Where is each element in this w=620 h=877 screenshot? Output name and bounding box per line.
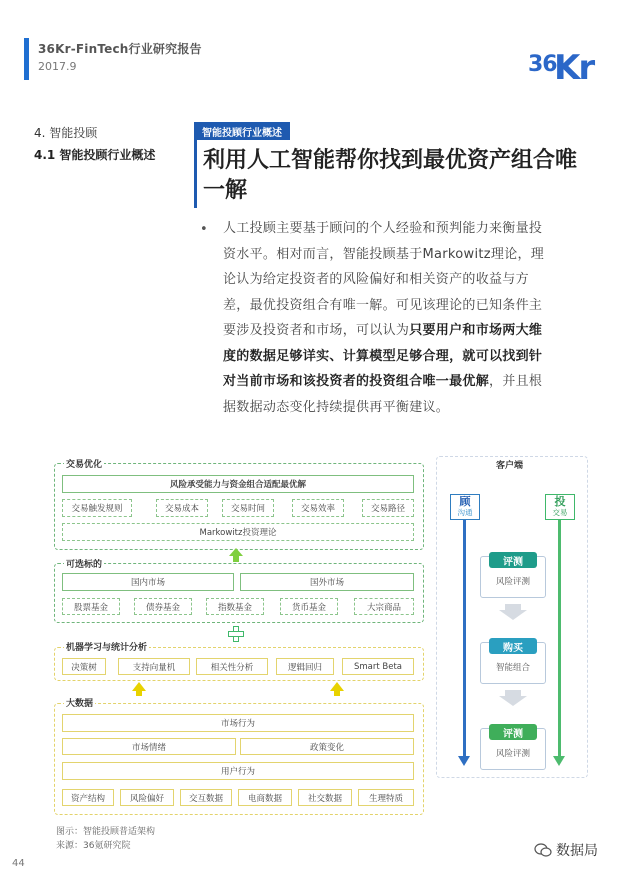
page-number: 44 (12, 858, 25, 869)
user-data-item: 资产结构 (62, 789, 114, 806)
asset-item: 大宗商品 (354, 598, 414, 615)
trade-optimization-label: 交易优化 (64, 457, 104, 470)
market-cell: 国外市场 (240, 573, 414, 591)
user-data-item: 电商数据 (238, 789, 292, 806)
customer-side-label: 客户端 (496, 461, 524, 471)
stage-sub: 风险评测 (495, 577, 530, 587)
report-title: 36Kr-FinTech行业研究报告 (38, 42, 202, 56)
stage-card (480, 556, 546, 598)
ml-analysis-label: 机器学习与统计分析 (64, 640, 149, 653)
brand-logo (528, 48, 598, 94)
asset-item: 股票基金 (62, 598, 120, 615)
logo-letters: Kr (554, 48, 594, 88)
ml-item: 相关性分析 (196, 658, 268, 675)
asset-item: 货币基金 (280, 598, 338, 615)
advice-flow-line (463, 520, 466, 756)
advice-sub: 沟通 (457, 508, 473, 517)
up-arrow-icon (132, 682, 146, 691)
asset-item: 指数基金 (206, 598, 264, 615)
user-data-item: 生理特质 (358, 789, 414, 806)
invest-flow-line (558, 520, 561, 756)
body-paragraph (223, 216, 549, 420)
ml-item: 逻辑回归 (276, 658, 334, 675)
up-arrow-stem (334, 691, 340, 696)
big-data-label: 大数据 (64, 696, 95, 709)
stage-pill: 评测 (489, 552, 537, 568)
section-title: 4. 智能投顾 (34, 126, 98, 140)
figure-caption: 图示：智能投顾普适架构 (56, 827, 156, 837)
report-date: 2017.9 (38, 60, 77, 73)
trade-top-row: 风险承受能力与资金组合适配最优解 (62, 475, 414, 493)
down-arrow-icon (499, 696, 527, 706)
market-cell: 国内市场 (62, 573, 234, 591)
stage-pill: 购买 (489, 638, 537, 654)
trade-item: 交易时间 (222, 499, 274, 517)
plus-icon-horizontal (228, 631, 244, 637)
stage-sub: 智能组合 (495, 663, 530, 673)
stage-sub: 风险评测 (495, 749, 530, 759)
subsection-title: 4.1 智能投顾行业概述 (34, 148, 156, 162)
bullet-marker: • (200, 222, 208, 237)
invest-sub: 交易 (552, 508, 568, 517)
headline-accent-bar (194, 140, 197, 208)
section-tag: 智能投顾行业概述 (194, 122, 290, 140)
stage-card (480, 642, 546, 684)
watermark-text: 数据局 (556, 843, 598, 859)
ml-item: 支持向量机 (118, 658, 190, 675)
asset-item: 债券基金 (134, 598, 192, 615)
ml-item: Smart Beta (342, 658, 414, 675)
trade-item: 交易成本 (156, 499, 208, 517)
headline: 利用人工智能帮你找到最优资产组合唯一解 (203, 148, 578, 203)
user-data-item: 风险偏好 (120, 789, 174, 806)
trade-item: 交易触发规则 (62, 499, 132, 517)
body-text-c: ，并且根据数据动态变化持续提供再平衡建议。 (223, 374, 543, 415)
body-text-a: 人工投顾主要基于顾问的个人经验和预判能力来衡量投资水平。相对而言，智能投顾基于Markowitz理论，理论认为给定投资者的风险偏好和相关资产的收益与方差，最优投资组合有唯一解。可见该理论的已知条件主要涉及投资者和市场，可以认为 (223, 221, 545, 338)
trade-bottom-row: Markowitz投资理论 (62, 523, 414, 541)
trade-item: 交易效率 (292, 499, 344, 517)
wechat-icon (534, 843, 552, 857)
ml-item: 决策树 (62, 658, 106, 675)
logo-number: 36 (528, 52, 557, 77)
figure-source: 来源：36氪研究院 (56, 841, 131, 851)
invest-main: 投 (554, 495, 566, 508)
up-arrow-stem (136, 691, 142, 696)
advice-main: 顾 (459, 495, 471, 508)
market-behavior-item: 政策变化 (240, 738, 414, 755)
up-arrow-stem (233, 556, 239, 562)
down-arrow-icon (553, 756, 565, 766)
down-arrow-icon (499, 610, 527, 620)
market-behavior-row: 市场行为 (62, 714, 414, 732)
invest-box (545, 494, 575, 520)
up-arrow-icon (330, 682, 344, 691)
header-accent-bar (24, 38, 29, 80)
user-data-item: 交互数据 (180, 789, 232, 806)
advice-box (450, 494, 480, 520)
stage-card (480, 728, 546, 770)
user-behavior-row: 用户行为 (62, 762, 414, 780)
stage-pill: 评测 (489, 724, 537, 740)
target-assets-label: 可选标的 (64, 557, 104, 570)
up-arrow-icon (229, 548, 243, 556)
body-text-bold: 只要用户和市场两大维度的数据足够详实、计算模型足够合理，就可以找到针对当前市场和该投资者的投资组合唯一最优解 (223, 323, 543, 389)
down-arrow-icon (458, 756, 470, 766)
market-behavior-item: 市场情绪 (62, 738, 236, 755)
user-data-item: 社交数据 (298, 789, 352, 806)
trade-item: 交易路径 (362, 499, 414, 517)
